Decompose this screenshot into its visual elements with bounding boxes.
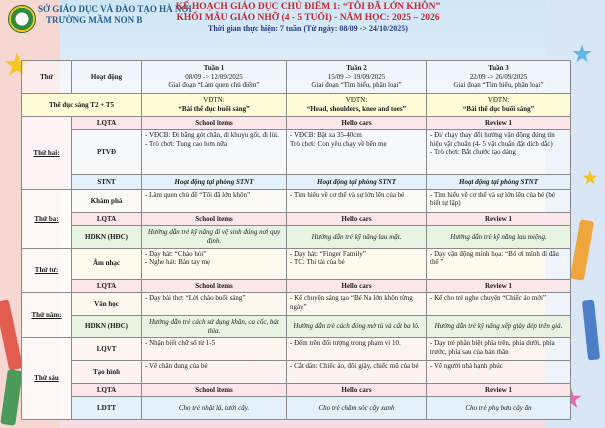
- activity-label: LQTA: [72, 383, 142, 396]
- table-row: [22, 116, 571, 129]
- cell-week-2: [287, 130, 427, 175]
- table-header-row: [22, 61, 571, 94]
- cell-week-3: Review 1: [427, 279, 571, 292]
- cell-week-3: Review 1: [427, 383, 571, 396]
- week-dates: 08/09 -> 12/09/2025: [185, 72, 243, 81]
- cell-line: - Trò chơi: Bắt chước tạo dáng: [430, 148, 516, 157]
- cell-week-2: - Đếm trên đối tượng trong phạm vi 10.: [287, 338, 427, 361]
- cell-line: “Head, shoulders, knee and toes”: [306, 104, 407, 113]
- schedule-table: [21, 60, 571, 420]
- cell-week-2: Hello cars: [287, 279, 427, 292]
- activity-label: LDTT: [72, 397, 142, 420]
- cell-week-1: Hướng dẫn trẻ cách sử dụng khăn, ca cốc, bát thìa.: [142, 315, 287, 338]
- cell-line: Trò chơi: Con yêu chạy về bến mẹ: [290, 139, 387, 148]
- morning-week-1: [142, 94, 287, 117]
- table-row: [22, 293, 571, 316]
- book-decoration: [582, 300, 600, 361]
- cell-week-1: Hướng dẫn trẻ kỹ năng đi vệ sinh đúng nơi quy định.: [142, 226, 287, 249]
- cell-line: - VĐCB: Đi bằng gót chân, đi khuỵu gối, đi lùi.: [145, 131, 279, 140]
- activity-label: Âm nhạc: [72, 248, 142, 279]
- table-row: [22, 226, 571, 249]
- cell-week-3: Review 1: [427, 116, 571, 129]
- cell-week-3: Review 1: [427, 212, 571, 225]
- table-row: [22, 397, 571, 420]
- cell-line: - Đi/ chạy thay đổi hướng vận động đúng tín hiệu vật chuẩn (4- 5 vật chuẩn đặt dích dắc): [430, 131, 555, 148]
- cell-line: - Nghe hát: Bàn tay mẹ: [145, 258, 211, 267]
- cell-week-3: - Tìm hiểu về cơ thể và sự lớn lên của bé (bé biết tự lập): [427, 189, 571, 212]
- cell-week-1: [142, 130, 287, 175]
- cell-line: - TC: Thi tài của bé: [290, 258, 345, 267]
- cell-week-2: Hello cars: [287, 212, 427, 225]
- plan-title: KẾ HOẠCH GIÁO DỤC CHỦ ĐIỂM 1: “TÔI ĐÃ LỚN KHÔN”: [175, 2, 441, 12]
- cell-week-1: Cho trẻ nhặt lá, tưới cây.: [142, 397, 287, 420]
- cell-week-2: - Cắt dán: Chiếc áo, đôi giày, chiếc mũ của bé: [287, 361, 427, 384]
- cell-line: VĐTN:: [203, 96, 225, 105]
- cell-week-1: School items: [142, 212, 287, 225]
- activity-label: LQTA: [72, 279, 142, 292]
- activity-label: PTVĐ: [72, 130, 142, 175]
- activity-label: Khám phá: [72, 189, 142, 212]
- cell-week-2: Hướng dẫn trẻ kỹ năng lau mặt.: [287, 226, 427, 249]
- cell-line: - Trò chơi: Tung cao hơn nữa: [145, 139, 227, 148]
- cell-line: - Dạy vận động minh họa: “Bố ơi mình đi đâu thế ”: [430, 249, 559, 267]
- table-row: [22, 212, 571, 225]
- activity-label: Tạo hình: [72, 361, 142, 384]
- cell-week-1: - Dạy bài thơ: “Lời chào buổi sáng”: [142, 293, 287, 316]
- cell-week-1: - Nhận biết chữ số từ 1-5: [142, 338, 287, 361]
- cell-week-2: [287, 248, 427, 279]
- cell-line: “Bài thể dục buổi sáng”: [178, 104, 250, 113]
- plan-subtitle: KHỐI MẪU GIÁO NHỠ (4 - 5 TUỔI) - NĂM HỌC: 2025 – 2026: [176, 13, 440, 23]
- department-name: SỞ GIÁO DỤC VÀ ĐÀO TẠO HÀ NỘI: [38, 4, 192, 14]
- cell-week-2: - Kể chuyện sáng tạo “Bé Na lớn khôn từng ngày”: [287, 293, 427, 316]
- school-logo: [8, 5, 36, 33]
- activity-label: Văn học: [72, 293, 142, 316]
- table-row: [22, 383, 571, 396]
- table-row: [22, 315, 571, 338]
- table-row: [22, 279, 571, 292]
- school-name: TRƯỜNG MẦM NON B: [46, 15, 143, 25]
- week-name: Tuần 2: [346, 64, 367, 73]
- book-decoration: [0, 369, 23, 426]
- week-dates: 15/09 -> 19/09/2025: [327, 72, 386, 81]
- cell-week-1: - Vẽ chân dung của bé: [142, 361, 287, 384]
- cell-week-3: Hướng dẫn trẻ kỹ năng xếp giày dép trên giá.: [427, 315, 571, 338]
- week-name: Tuần 1: [203, 64, 225, 73]
- cell-week-3: [427, 248, 571, 279]
- cell-week-3: Cho trẻ phụ bưu cây ăn: [427, 397, 571, 420]
- table-row: [22, 130, 571, 175]
- activity-label: STNT: [72, 175, 142, 189]
- activity-label: LQTA: [72, 116, 142, 129]
- week-dates: 22/09 -> 26/09/2025: [469, 72, 528, 81]
- cell-week-2: - Tìm hiểu về cơ thể và sự lớn lên của bé: [287, 189, 427, 212]
- cell-week-3: - Kể cho trẻ nghe chuyện “Chiếc áo mới”: [427, 293, 571, 316]
- cell-week-1: - Làm quen chủ đề “Tôi đã lớn khôn”: [142, 189, 287, 212]
- activity-label: LQVT: [72, 338, 142, 361]
- cell-week-3: Hoạt động tại phòng STNT: [427, 175, 571, 189]
- day-monday: Thứ hai:: [22, 116, 72, 189]
- table-row: [22, 338, 571, 361]
- cell-week-2: Cho trẻ chăm sóc cây xanh: [287, 397, 427, 420]
- cell-week-3: - Vẽ người nhà hạnh phúc: [427, 361, 571, 384]
- table-row: [22, 248, 571, 279]
- cell-line: “Bài thể dục buổi sáng”: [462, 104, 535, 113]
- table-row: [22, 175, 571, 189]
- activity-label: LQTA: [72, 212, 142, 225]
- star-icon: [582, 170, 598, 186]
- cell-week-2: Hoạt động tại phòng STNT: [287, 175, 427, 189]
- book-decoration: [0, 299, 23, 370]
- week-name: Tuần 3: [488, 64, 509, 73]
- header-day: Thứ: [22, 61, 72, 94]
- book-decoration: [570, 219, 594, 281]
- day-thursday: Thứ năm:: [22, 293, 72, 338]
- cell-line: - VĐCB: Bật xa 35-40cm: [290, 131, 362, 140]
- cell-line: - Dạy hát: “Chào hỏi”: [145, 249, 207, 258]
- morning-week-2: [287, 94, 427, 117]
- star-icon: [572, 44, 592, 64]
- cell-week-3: - Dạy trẻ phân biệt phía trên, phía dưới, phía trước, phía sau của bản thân: [427, 338, 571, 361]
- cell-week-1: School items: [142, 383, 287, 396]
- cell-week-2: Hello cars: [287, 383, 427, 396]
- activity-label: HDKN (HĐC): [72, 315, 142, 338]
- cell-week-3: [427, 130, 571, 175]
- plan-time: Thời gian thực hiện: 7 tuần (Từ ngày: 08/09 -> 24/10/2025): [208, 24, 408, 33]
- cell-week-1: School items: [142, 116, 287, 129]
- header-activity: Hoạt động: [72, 61, 142, 94]
- cell-line: - Dạy hát: “Finger Family”: [290, 249, 366, 258]
- table-row: [22, 189, 571, 212]
- day-wednesday: Thứ tư:: [22, 248, 72, 292]
- cell-week-1: [142, 248, 287, 279]
- week-phase: Giai đoạn “Tìm hiểu, phân loại”: [311, 81, 402, 90]
- header-week-2: [287, 61, 427, 94]
- cell-line: VĐTN:: [487, 96, 510, 105]
- cell-week-2: Hướng dẫn trẻ cách đóng mở tủ và cất ba lô.: [287, 315, 427, 338]
- cell-week-2: Hello cars: [287, 116, 427, 129]
- morning-exercise-row: [22, 94, 571, 117]
- cell-week-1: Hoạt động tại phòng STNT: [142, 175, 287, 189]
- header-week-1: [142, 61, 287, 94]
- morning-week-3: [427, 94, 571, 117]
- day-tuesday: Thứ ba:: [22, 189, 72, 248]
- week-phase: Giai đoạn “Tìm hiểu, phân loại”: [453, 81, 544, 90]
- day-friday: Thứ sáu: [22, 338, 72, 420]
- table-row: [22, 361, 571, 384]
- morning-exercise-label: Thể dục sáng T2 + T5: [22, 94, 142, 117]
- cell-line: VĐTN:: [345, 96, 368, 105]
- cell-week-3: Hướng dẫn trẻ kỹ năng lau miệng.: [427, 226, 571, 249]
- week-phase: Giai đoạn “Làm quen chủ điểm”: [168, 81, 260, 90]
- activity-label: HDKN (HĐC): [72, 226, 142, 249]
- header-week-3: [427, 61, 571, 94]
- cell-week-1: School items: [142, 279, 287, 292]
